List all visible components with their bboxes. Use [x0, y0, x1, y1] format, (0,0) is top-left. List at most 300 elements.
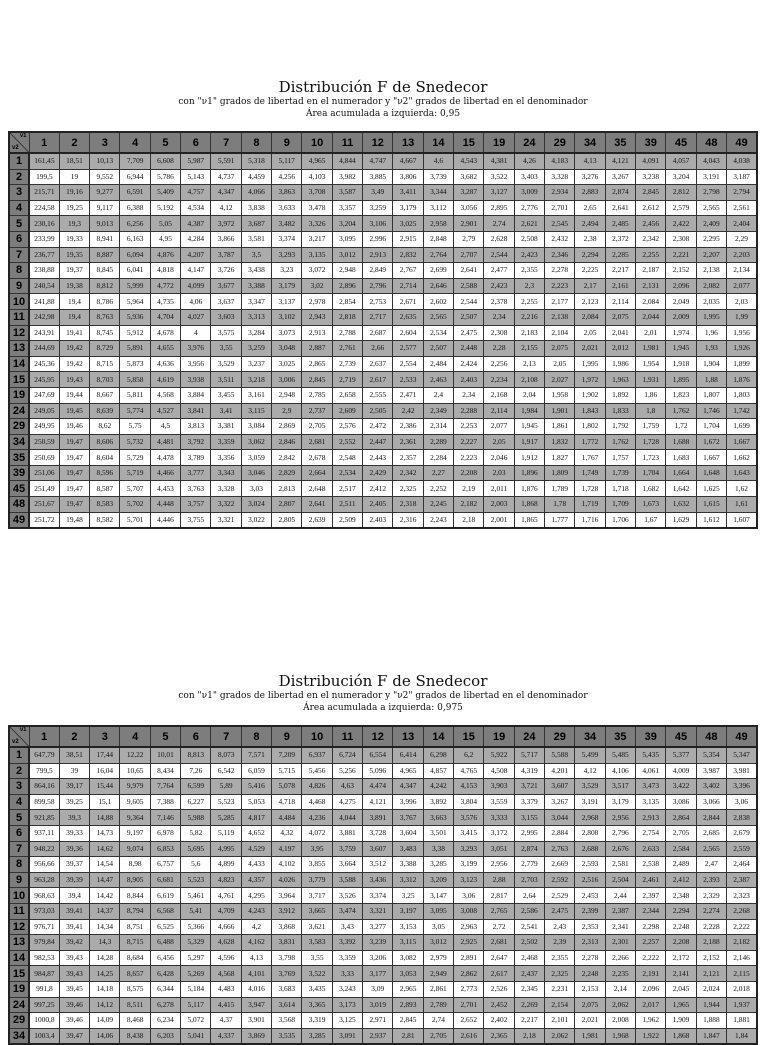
table-cell: 1,945	[666, 341, 696, 357]
column-header: 39	[636, 726, 666, 747]
table-cell: 2,387	[605, 903, 635, 919]
table-cell: 2,456	[636, 216, 666, 232]
table-cell: 2,14	[605, 981, 635, 997]
table-cell: 5,873	[120, 356, 150, 372]
table-cell: 19,41	[59, 325, 89, 341]
column-header: 2	[59, 726, 89, 747]
table-cell: 2,913	[636, 810, 666, 826]
table-cell: 7,764	[150, 779, 180, 795]
table-cell: 3,607	[545, 779, 575, 795]
table-cell: 3,603	[211, 309, 241, 325]
table-cell: 251,67	[29, 497, 59, 513]
table-cell: 3,804	[454, 794, 484, 810]
table-row	[9, 450, 757, 466]
table-cell: 2,714	[393, 278, 423, 294]
table-cell: 8,794	[120, 903, 150, 919]
column-header: 49	[727, 726, 757, 747]
table-row	[9, 356, 757, 372]
table-row	[9, 247, 757, 263]
table-cell: 2,003	[484, 497, 514, 513]
table-cell: 2,344	[636, 903, 666, 919]
table-cell: 1,832	[545, 434, 575, 450]
table-cell: 5,053	[241, 794, 271, 810]
table-cell: 1,965	[666, 997, 696, 1013]
table-cell: 6,094	[120, 247, 150, 263]
table-cell: 4,596	[211, 950, 241, 966]
table-cell: 3,792	[181, 434, 211, 450]
table-cell: 1,643	[727, 465, 757, 481]
table-cell: 19,16	[59, 185, 89, 201]
table-cell: 4,027	[181, 309, 211, 325]
table-cell: 3,55	[302, 950, 332, 966]
table-cell: 2,861	[423, 981, 453, 997]
column-header: 8	[241, 726, 271, 747]
table-cell: 2,671	[393, 294, 423, 310]
table-cell: 4,32	[272, 825, 302, 841]
table-cell: 3,161	[241, 387, 271, 403]
table-cell: 6,944	[120, 169, 150, 185]
table-cell: 4,704	[150, 309, 180, 325]
table-cell: 2,88	[484, 872, 514, 888]
table-cell: 2,269	[514, 997, 544, 1013]
table-cell: 1,981	[636, 341, 666, 357]
column-header: 24	[514, 726, 544, 747]
table-cell: 2,701	[545, 200, 575, 216]
table-cell: 2,533	[393, 372, 423, 388]
table-cell: 19,4	[59, 309, 89, 325]
table-cell: 2,854	[332, 294, 362, 310]
table-cell: 3,102	[272, 309, 302, 325]
table-cell: 7,571	[241, 747, 271, 763]
table-cell: 3,529	[211, 356, 241, 372]
table-cell: 3,095	[332, 231, 362, 247]
table-cell: 2,913	[363, 247, 393, 263]
table-cell: 4,508	[484, 763, 514, 779]
table-cell: 2,05	[484, 434, 514, 450]
table-cell: 238,88	[29, 263, 59, 279]
table-row	[9, 278, 757, 294]
table-cell: 973,03	[29, 903, 59, 919]
table-cell: 3,209	[423, 872, 453, 888]
row-header: 4	[9, 200, 29, 216]
table-row	[9, 747, 757, 763]
table-cell: 3,789	[181, 450, 211, 466]
table-row	[9, 779, 757, 795]
table-cell: 19,47	[59, 497, 89, 513]
column-header: 19	[484, 726, 514, 747]
table-cell: 2,937	[363, 1028, 393, 1044]
table-cell: 9,552	[90, 169, 120, 185]
table-cell: 3,019	[363, 997, 393, 1013]
table-cell: 2,688	[575, 841, 605, 857]
table-row	[9, 231, 757, 247]
table-cell: 8,905	[120, 872, 150, 888]
table-cell: 2,13	[514, 356, 544, 372]
table-cell: 4,121	[363, 794, 393, 810]
table-cell: 5,858	[120, 372, 150, 388]
table-cell: 5,715	[272, 763, 302, 779]
table-cell: 4,481	[150, 434, 180, 450]
table-row	[9, 341, 757, 357]
table-cell: 5,964	[120, 294, 150, 310]
table-cell: 233,99	[29, 231, 59, 247]
table-row	[9, 810, 757, 826]
table-cell: 3,665	[302, 903, 332, 919]
table-cell: 2,353	[575, 919, 605, 935]
table-cell: 4,478	[150, 450, 180, 466]
table-cell: 2,844	[696, 810, 726, 826]
column-header: 10	[302, 132, 332, 153]
table-cell: 3,191	[696, 169, 726, 185]
table-cell: 5,811	[120, 387, 150, 403]
table-cell: 2,561	[727, 200, 757, 216]
row-header: 39	[9, 465, 29, 481]
table-cell: 5,143	[181, 169, 211, 185]
table-cell: 3,5	[241, 247, 271, 263]
table-cell: 2,468	[514, 950, 544, 966]
table-cell: 2,34	[454, 387, 484, 403]
table-cell: 5,256	[332, 763, 362, 779]
table-cell: 5,591	[211, 153, 241, 169]
table-row	[9, 263, 757, 279]
table-cell: 2,807	[272, 497, 302, 513]
table-cell: 2,222	[727, 919, 757, 935]
table-cell: 5,786	[150, 169, 180, 185]
table-cell: 864,16	[29, 779, 59, 795]
table-cell: 3,831	[272, 935, 302, 951]
table-cell: 4,12	[211, 200, 241, 216]
table-cell: 4,718	[272, 794, 302, 810]
row-header: 8	[9, 263, 29, 279]
table-cell: 2,342	[636, 231, 666, 247]
corner-label-denominator: ν2	[12, 739, 19, 745]
table-cell: 2,03	[484, 465, 514, 481]
table-cell: 1,683	[666, 450, 696, 466]
table-cell: 39,41	[59, 919, 89, 935]
table-cell: 2,403	[363, 512, 393, 528]
table-cell: 3,044	[545, 810, 575, 826]
table-cell: 19,47	[59, 481, 89, 497]
table-cell: 4,256	[272, 169, 302, 185]
table-cell: 4,823	[211, 872, 241, 888]
table-row	[9, 434, 757, 450]
table-cell: 3,885	[363, 169, 393, 185]
table-cell: 5,701	[120, 512, 150, 528]
table-cell: 14,42	[90, 888, 120, 904]
table-cell: 6,724	[332, 747, 362, 763]
table-cell: 1,865	[514, 512, 544, 528]
table-cell: 2,253	[454, 419, 484, 435]
table-cell: 2,679	[727, 825, 757, 841]
table-cell: 2,342	[393, 465, 423, 481]
table-cell: 8,587	[90, 481, 120, 497]
table-cell: 19,4	[59, 294, 89, 310]
table-cell: 3,024	[241, 497, 271, 513]
column-header: 15	[454, 132, 484, 153]
table-cell: 2,325	[545, 966, 575, 982]
table-cell: 1,958	[545, 387, 575, 403]
table-cell: 2,268	[727, 903, 757, 919]
table-cell: 2,035	[696, 294, 726, 310]
table-cell: 3,172	[484, 825, 514, 841]
table-cell: 3,588	[332, 872, 362, 888]
table-cell: 2,754	[636, 825, 666, 841]
table-row	[9, 294, 757, 310]
table-cell: 14,54	[90, 857, 120, 873]
table-cell: 5,119	[211, 825, 241, 841]
table-cell: 2,813	[272, 481, 302, 497]
table-cell: 2,604	[393, 325, 423, 341]
table-cell: 2,554	[393, 356, 423, 372]
table-cell: 2,65	[575, 200, 605, 216]
table-cell: 3,359	[332, 950, 362, 966]
table-cell: 3,022	[241, 512, 271, 528]
table-cell: 8,703	[90, 372, 120, 388]
table-cell: 4,026	[272, 872, 302, 888]
table-cell: 4,63	[332, 779, 362, 795]
table-cell: 2,216	[514, 309, 544, 325]
table-cell: 2,437	[514, 966, 544, 982]
table-cell: 5,82	[181, 825, 211, 841]
table-cell: 19,35	[59, 247, 89, 263]
table-cell: 14,88	[90, 810, 120, 826]
table-cell: 4,527	[150, 403, 180, 419]
corner-label-denominator: ν2	[12, 145, 19, 151]
table-cell: 3,012	[332, 247, 362, 263]
table-cell: 1,739	[605, 465, 635, 481]
table-cell: 1,704	[696, 419, 726, 435]
row-header: 13	[9, 935, 29, 951]
table-cell: 2,021	[575, 1013, 605, 1029]
table-cell: 1,704	[636, 465, 666, 481]
table-cell: 2,874	[605, 185, 635, 201]
table-cell: 2,308	[666, 231, 696, 247]
table-cell: 3,903	[484, 779, 514, 795]
table-cell: 19,38	[59, 278, 89, 294]
table-cell: 2,231	[545, 981, 575, 997]
table-row	[9, 153, 757, 169]
table-cell: 3,938	[181, 372, 211, 388]
table-cell: 2,477	[484, 263, 514, 279]
table-cell: 19,43	[59, 372, 89, 388]
column-header: 13	[393, 132, 423, 153]
table-cell: 39,3	[59, 810, 89, 826]
table-row	[9, 216, 757, 232]
table-cell: 3,483	[393, 841, 423, 857]
table-cell: 1,728	[636, 434, 666, 450]
table-cell: 2,346	[545, 247, 575, 263]
table-cell: 1,803	[727, 387, 757, 403]
table-cell: 3,392	[332, 935, 362, 951]
table-cell: 3,374	[272, 231, 302, 247]
row-header: 11	[9, 903, 29, 919]
table-cell: 3,206	[363, 950, 393, 966]
table-cell: 2,865	[302, 356, 332, 372]
table-row	[9, 935, 757, 951]
column-header: 29	[545, 132, 575, 153]
table-cell: 1,615	[696, 497, 726, 513]
table-cell: 2,075	[575, 997, 605, 1013]
table-cell: 2,707	[454, 247, 484, 263]
table-cell: 2,788	[332, 325, 362, 341]
table-cell: 19,3	[59, 216, 89, 232]
table-cell: 2,187	[636, 263, 666, 279]
column-header: 35	[605, 132, 635, 153]
table-cell: 3,359	[211, 434, 241, 450]
table-cell: 3,501	[423, 825, 453, 841]
table-cell: 2,849	[363, 263, 393, 279]
table-cell: 6,344	[150, 981, 180, 997]
column-header: 14	[423, 132, 453, 153]
table-cell: 4,543	[454, 153, 484, 169]
table-cell: 1,922	[636, 1028, 666, 1044]
table-cell: 1,99	[727, 309, 757, 325]
table-cell: 14,3	[90, 935, 120, 951]
table-cell: 2,077	[727, 278, 757, 294]
table-cell: 2,699	[423, 263, 453, 279]
table-cell: 5,269	[181, 966, 211, 982]
table-cell: 1,876	[727, 372, 757, 388]
table-cell: 1,904	[696, 356, 726, 372]
table-cell: 1,917	[514, 434, 544, 450]
table-cell: 2,177	[545, 294, 575, 310]
table-cell: 8,729	[90, 341, 120, 357]
table-cell: 3,633	[272, 200, 302, 216]
row-header: 9	[9, 278, 29, 294]
table-cell: 3,947	[241, 997, 271, 1013]
table-cell: 6,388	[120, 200, 150, 216]
table-cell: 6,227	[181, 794, 211, 810]
table-cell: 8,751	[120, 919, 150, 935]
table-cell: 2,134	[727, 263, 757, 279]
table-cell: 1,61	[727, 497, 757, 513]
table-cell: 956,66	[29, 857, 59, 873]
table-cell: 1,762	[666, 403, 696, 419]
table-cell: 2,948	[332, 263, 362, 279]
table-cell: 2,027	[545, 372, 575, 388]
table-cell: 39,42	[59, 935, 89, 951]
table-row	[9, 325, 757, 341]
table-cell: 3,379	[514, 794, 544, 810]
table-cell: 1,896	[514, 465, 544, 481]
table-cell: 2,818	[332, 309, 362, 325]
table-cell: 8,684	[120, 950, 150, 966]
table-cell: 8,844	[120, 888, 150, 904]
table-cell: 2,082	[696, 278, 726, 294]
table-cell: 4,619	[150, 372, 180, 388]
table-cell: 5,297	[181, 950, 211, 966]
table-cell: 5,988	[181, 810, 211, 826]
table-cell: 2,475	[454, 325, 484, 341]
table-cell: 1,909	[666, 1013, 696, 1029]
table-cell: 2,581	[605, 857, 635, 873]
table-row	[9, 1028, 757, 1044]
table-cell: 19,47	[59, 434, 89, 450]
table-cell: 4,13	[575, 153, 605, 169]
table-cell: 9,013	[90, 216, 120, 232]
table-cell: 3,43	[332, 919, 362, 935]
table-cell: 2,705	[666, 825, 696, 841]
table-cell: 1,809	[545, 465, 575, 481]
table-cell: 6,041	[120, 263, 150, 279]
table-cell: 8,604	[90, 450, 120, 466]
table-cell: 2,717	[363, 309, 393, 325]
table-cell: 3,717	[302, 888, 332, 904]
table-cell: 4,666	[211, 919, 241, 935]
table-row	[9, 497, 757, 513]
table-cell: 2,325	[393, 481, 423, 497]
table-cell: 1,881	[727, 1013, 757, 1029]
table-cell: 4,747	[363, 153, 393, 169]
table-cell: 3,607	[363, 841, 393, 857]
table-cell: 3,23	[272, 263, 302, 279]
table-row	[9, 903, 757, 919]
table-cell: 14,47	[90, 872, 120, 888]
table-cell: 2,361	[393, 434, 423, 450]
table-cell: 3,084	[241, 419, 271, 435]
table-cell: 2,289	[423, 434, 453, 450]
table-cell: 2,719	[332, 372, 362, 388]
table-cell: 3,38	[423, 841, 453, 857]
table-cell: 5,89	[211, 779, 241, 795]
row-header: 45	[9, 481, 29, 497]
table-cell: 5,318	[241, 153, 271, 169]
table-cell: 4,284	[181, 231, 211, 247]
table-cell: 3,396	[727, 779, 757, 795]
table-cell: 968,63	[29, 888, 59, 904]
table-cell: 2,504	[605, 872, 635, 888]
row-header: 5	[9, 810, 29, 826]
table-cell: 3,757	[181, 497, 211, 513]
row-header: 12	[9, 919, 29, 935]
table-cell: 230,16	[29, 216, 59, 232]
table-cell: 4,153	[454, 779, 484, 795]
table-cell: 3,529	[575, 779, 605, 795]
table-cell: 1,972	[575, 372, 605, 388]
column-header: 5	[150, 726, 180, 747]
table-cell: 1,96	[696, 325, 726, 341]
column-header: 5	[150, 132, 180, 153]
table-cell: 1000,8	[29, 1013, 59, 1029]
table-cell: 4,387	[181, 216, 211, 232]
table-cell: 4,099	[181, 278, 211, 294]
table-cell: 6,2	[454, 747, 484, 763]
table-cell: 4,072	[302, 825, 332, 841]
table-cell: 1,723	[636, 450, 666, 466]
table-cell: 5,523	[211, 794, 241, 810]
table-cell: 2,812	[666, 185, 696, 201]
table-cell: 3,009	[514, 185, 544, 201]
table-cell: 5,347	[727, 747, 757, 763]
table-row	[9, 403, 757, 419]
table-cell: 2,739	[332, 356, 362, 372]
table-cell: 2,895	[484, 200, 514, 216]
table-cell: 2,628	[484, 231, 514, 247]
table-cell: 3,179	[605, 794, 635, 810]
table-cell: 3,091	[332, 1028, 362, 1044]
row-header: 11	[9, 309, 29, 325]
table-cell: 8,62	[90, 419, 120, 435]
table-cell: 2,152	[666, 263, 696, 279]
table-cell: 3,051	[484, 841, 514, 857]
table-cell: 2,298	[636, 919, 666, 935]
table-cell: 2,208	[454, 465, 484, 481]
table-cell: 2,172	[666, 950, 696, 966]
table-cell: 1,629	[666, 512, 696, 528]
table-cell: 39,25	[59, 794, 89, 810]
table-cell: 1,899	[727, 356, 757, 372]
table-cell: 2,046	[484, 450, 514, 466]
